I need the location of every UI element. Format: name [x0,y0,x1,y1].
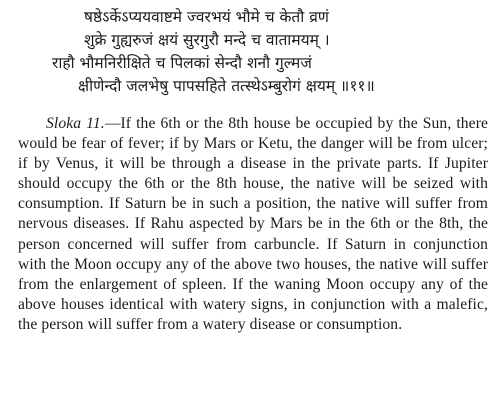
sanskrit-verse [0,6,500,98]
verse-line-3: राहौ भौमनिरीक्षिते च पिलकां सेन्दौ शनौ गुल्मजं [52,54,312,72]
sloka-label: Sloka 11. [46,115,105,132]
translation-paragraph [18,114,488,335]
translation-text: —If the 6th or the 8th house be occupied by the Sun, there would be fear of fever; if by Mars or Ketu, the danger will be from ulcer; if by Venus, it will be through a disease in the private parts. If Jupiter should occupy the 6th or the 8th house, the native will be seized with consumption. If Saturn be in such a position, the native will suffer from nervous diseases. If Rahu aspected by Mars be in the 6th or the 8th, the person concerned will suffer from carbuncle. If Saturn in conjunction with the Moon occupy any of the above two houses, the native will suffer from the enlargement of spleen. If the waning Moon occupy any of the above houses identical with watery signs, in conjunction with a malefic, the person will suffer from a watery disease or consumption. [18,115,489,333]
english-translation [18,114,488,335]
verse-line-4: क्षीणेन्दौ जलभेषु पापसहिते तत्स्थेऽम्बुरोगं क्षयम् ॥११॥ [78,77,375,95]
verse-line-1: षष्ठेऽर्केऽप्ययवाष्टमे ज्वरभयं भौमे च केतौ व्रणं [84,8,330,26]
verse-line-2: शुक्रे गुह्यरुजं क्षयं सुरगुरौ मन्दे च वातामयम् । [84,31,330,49]
